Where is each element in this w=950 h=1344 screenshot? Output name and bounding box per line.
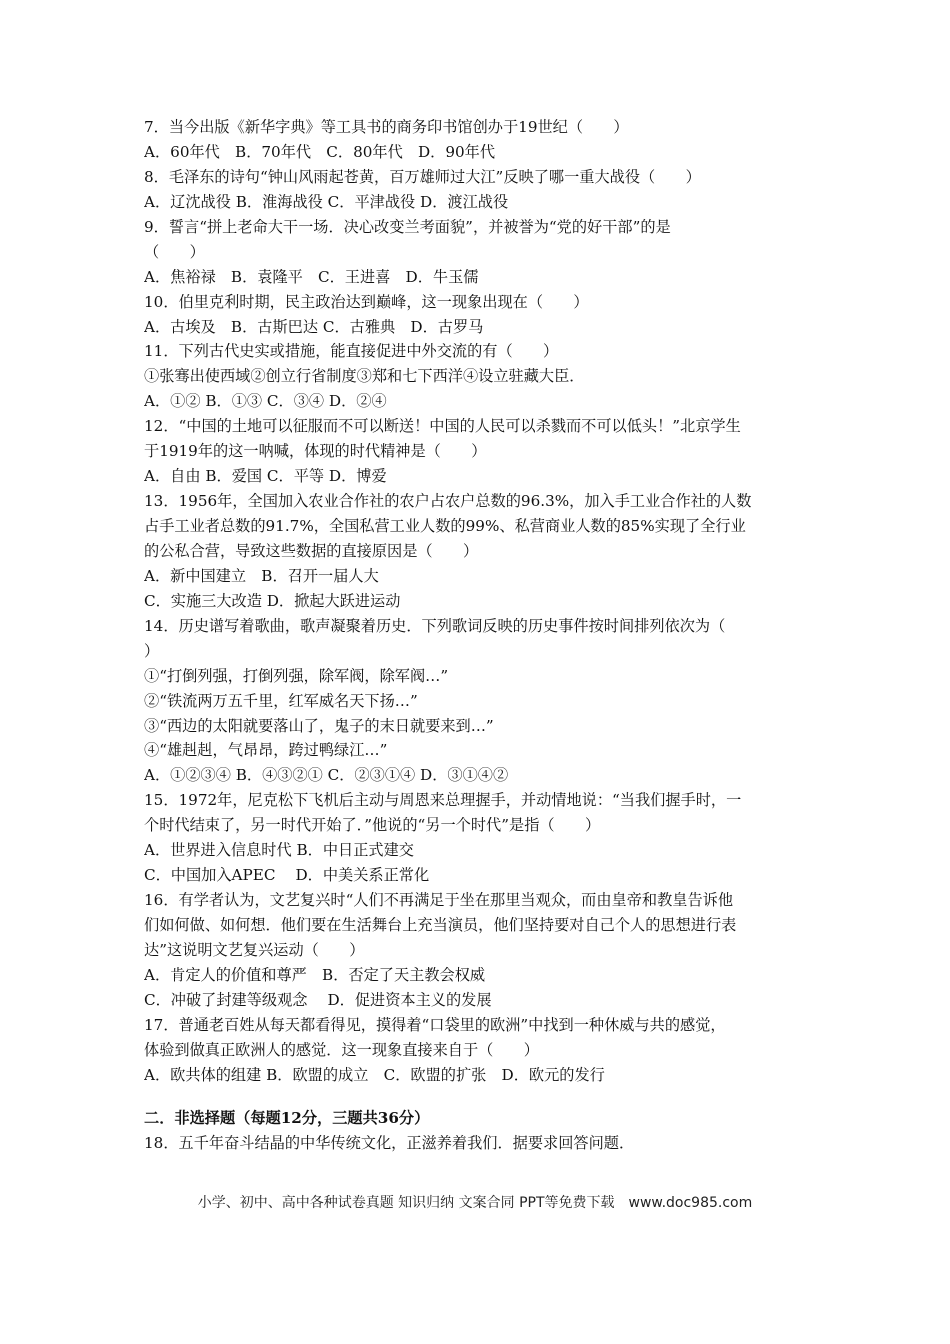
question-block — [144, 339, 814, 414]
question-line: A．辽沈战役 B．淮海战役 C．平津战役 D．渡江战役 — [144, 192, 509, 211]
question-line: ④“雄赳赳，气昂昂，跨过鸭绿江…” — [144, 741, 388, 760]
question-stem: 10．伯里克利时期，民主政治达到巅峰，这一现象出现在（ ） — [144, 292, 589, 311]
question-line: 体验到做真正欧洲人的感觉．这一现象直接来自于（ ） — [144, 1040, 539, 1059]
question-block — [144, 788, 814, 888]
section-gap — [144, 1088, 814, 1106]
question-block — [144, 165, 814, 215]
question-line: 们如何做、如何想．他们要在生活舞台上充当演员，他们坚持要对自己个人的思想进行表 — [144, 916, 737, 934]
question-line: C．中国加入APEC D．中美关系正常化 — [144, 866, 430, 885]
question-stem: 17．普通老百姓从每天都看得见，摸得着“口袋里的欧洲”中找到一种休威与共的感觉， — [144, 1015, 726, 1034]
question-stem: 12．“中国的土地可以征服而不可以断送！中国的人民可以杀戮而不可以低头！”北京学生 — [144, 417, 741, 436]
question-line: C．实施三大改造 D．掀起大跃进运动 — [144, 591, 401, 610]
question-stem: 14．历史谱写着歌曲，歌声凝聚着历史．下列歌词反映的历史事件按时间排列依次为（ — [144, 616, 726, 635]
question-stem: 9．誓言“拼上老命大干一场．决心改变兰考面貌”，并被誉为“党的好干部”的是 — [144, 217, 671, 236]
question-line: A．①②③④ B．④③②① C．②③①④ D．③①④② — [144, 766, 509, 785]
question-line: A．世界进入信息时代 B．中日正式建交 — [144, 841, 414, 860]
question-line: A．欧共体的组建 B．欧盟的成立 C．欧盟的扩张 D．欧元的发行 — [144, 1065, 605, 1084]
question-block — [144, 290, 814, 340]
question-line: A．焦裕禄 B．袁隆平 C．王进喜 D．牛玉儒 — [144, 267, 479, 286]
question-line: ） — [144, 641, 160, 660]
question-stem: 15．1972年，尼克松下飞机后主动与周恩来总理握手，并动情地说：“当我们握手时，一 — [144, 791, 742, 810]
question-block — [144, 215, 814, 290]
question-stem: 18．五千年奋斗结晶的中华传统文化，正滋养着我们．据要求回答问题． — [144, 1133, 635, 1152]
question-block — [144, 614, 814, 789]
question-line: 于1919年的这一呐喊，体现的时代精神是（ ） — [144, 442, 487, 461]
question-line: 个时代结束了，另一时代开始了．”他说的“另一个时代”是指（ ） — [144, 816, 601, 835]
question-stem: 8．毛泽东的诗句“钟山风雨起苍黄，百万雄师过大江”反映了哪一重大战役（ ） — [144, 167, 701, 186]
question-stem: 13．1956年，全国加入农业合作社的农户占农户总数的96.3%，加入手工业合作社的人数 — [144, 492, 752, 511]
question-block — [144, 115, 814, 165]
question-line: A．①② B．①③ C．③④ D．②④ — [144, 392, 387, 411]
question-stem: 7．当今出版《新华字典》等工具书的商务印书馆创办于19世纪（ ） — [144, 118, 629, 136]
question-line: ①张骞出使西域②创立行省制度③郑和七下西洋④设立驻藏大臣． — [144, 367, 585, 386]
question-line: ③“西边的太阳就要落山了，鬼子的末日就要来到…” — [144, 716, 494, 735]
question-line: 达”这说明文艺复兴运动（ ） — [144, 940, 365, 959]
question-line: A．自由 B．爱国 C．平等 D．博爱 — [144, 467, 387, 486]
question-line: 的公私合营，导致这些数据的直接原因是（ ） — [144, 541, 479, 560]
question-line: A．古埃及 B．古斯巴达 C．古雅典 D．古罗马 — [144, 317, 484, 336]
question-list — [144, 115, 814, 1155]
section-heading: 二．非选择题（每题12分，三题共36分） — [144, 1108, 430, 1127]
question-line: C．冲破了封建等级观念 D．促进资本主义的发展 — [144, 990, 492, 1009]
question-block — [144, 414, 814, 489]
question-stem: 11．下列古代史实或措施，能直接促进中外交流的有（ ） — [144, 342, 559, 361]
question-block — [144, 888, 814, 1013]
question-line: A．60年代 B．70年代 C．80年代 D．90年代 — [144, 142, 496, 161]
question-line: ②“铁流两万五千里，红军威名天下扬…” — [144, 691, 418, 710]
question-line: ①“打倒列强，打倒列强，除军阀，除军阀…” — [144, 666, 449, 685]
question-block — [144, 1013, 814, 1088]
question-stem: 16．有学者认为，文艺复兴时“人们不再满足于坐在那里当观众，而由皇帝和教皇告诉他 — [144, 891, 734, 910]
page-footer: 小学、初中、高中各种试卷真题 知识归纳 文案合同 PPT等免费下载 www.doc985.com — [197, 1195, 753, 1211]
question-block — [144, 489, 814, 614]
question-line: （ ） — [144, 242, 205, 261]
question-line: A．新中国建立 B．召开一届人大 — [144, 566, 379, 585]
question-line: 占手工业者总数的91.7%，全国私营工业人数的99%、私营商业人数的85%实现了全行业 — [144, 517, 746, 535]
question-line: A．肯定人的价值和尊严 B．否定了天主教会权威 — [144, 965, 486, 984]
